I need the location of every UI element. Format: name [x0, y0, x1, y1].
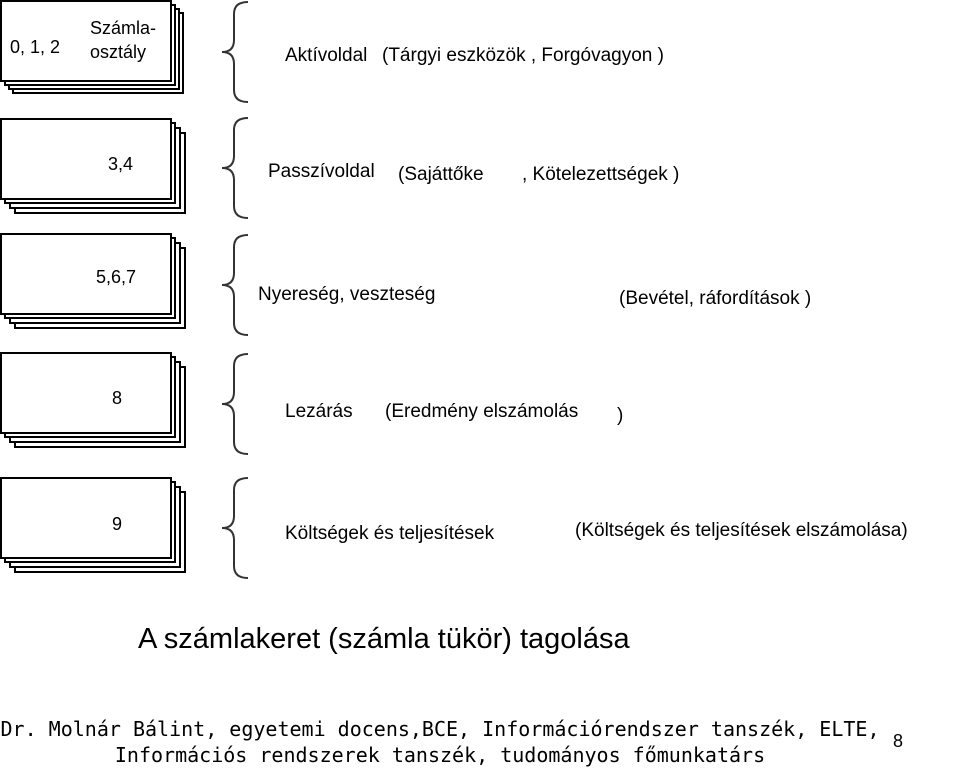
row-5-detail: (Költségek és teljesítések elszámolása) [575, 520, 908, 541]
footer-author-line-2: Információs rendszerek tanszék, tudományos főmunkatárs [114, 743, 766, 767]
row-2-detail-a: (Sajáttőke [398, 164, 484, 185]
account-class-code: 5,6,7 [96, 267, 137, 287]
row-3-detail: (Bevétel, ráfordítások ) [619, 288, 812, 309]
card-stack-8 [0, 352, 190, 452]
account-class-code: 0, 1, 2 [10, 37, 61, 57]
page-title: A számlakeret (számla tükör) tagolása [138, 623, 630, 655]
page-number: 8 [893, 731, 904, 751]
row-3-label: Nyereség, veszteség [258, 284, 436, 305]
card-stack-3-4 [0, 118, 190, 218]
card-stack-9 [0, 477, 190, 577]
account-class-code: 8 [112, 388, 123, 408]
row-5-label: Költségek és teljesítések [285, 523, 495, 544]
card-front [0, 118, 172, 200]
brace-row-5 [218, 476, 258, 580]
row-4-detail-b: ) [617, 405, 624, 426]
row-1-detail: (Tárgyi eszközök , Forgóvagyon ) [382, 45, 664, 66]
card-front [0, 352, 172, 434]
card-front [0, 233, 172, 315]
brace-row-4 [218, 352, 258, 456]
brace-row-3 [218, 233, 258, 337]
brace-row-1 [218, 0, 258, 104]
row-2-label: Passzívoldal [268, 161, 375, 182]
account-class-heading-2: osztály [90, 42, 147, 62]
card-stack-0-1-2 [0, 0, 190, 100]
card-front [0, 477, 172, 559]
footer-author-line-1: Dr. Molnár Bálint, egyetemi docens,BCE, Információrendszer tanszék, ELTE, [0, 717, 880, 741]
card-stack-5-6-7 [0, 233, 190, 333]
account-class-code: 9 [112, 514, 123, 534]
row-2-detail-b: , Kötelezettségek ) [522, 164, 680, 185]
row-4-label: Lezárás [285, 401, 353, 422]
row-1-label: Aktívoldal [285, 45, 368, 66]
account-class-heading-1: Számla- [90, 18, 157, 38]
account-class-code: 3,4 [108, 154, 134, 174]
brace-row-2 [218, 116, 258, 220]
row-4-detail-a: (Eredmény elszámolás [385, 401, 579, 422]
